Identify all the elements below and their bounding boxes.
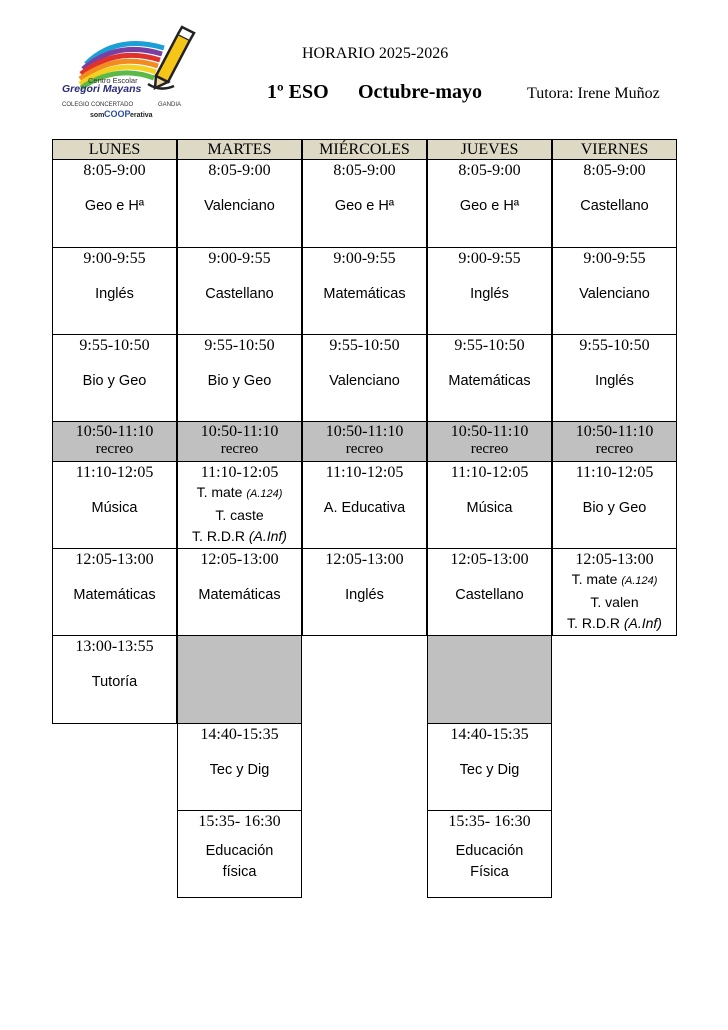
subject-label: Matemáticas [73,587,156,603]
break-label: recreo [95,441,134,457]
logo-line3b: GANDIA [158,102,182,108]
room-label: (A.124) [621,575,658,587]
schedule-cell [427,461,552,549]
time-label: 15:35- 16:30 [448,813,531,830]
schedule-cell [177,723,302,811]
time-label: 14:40-15:35 [200,726,279,743]
subject-label: Matemáticas [448,373,531,389]
subject-label: Castellano [580,198,649,214]
subject-label: A. Educativa [323,500,406,516]
schedule-cell [177,334,302,422]
subject-multi [553,569,676,634]
school-logo [56,24,196,122]
schedule-cell [552,461,677,549]
subject-label: Geo e Hª [459,198,520,214]
schedule-cell [52,461,177,549]
break-cell [302,421,427,462]
break-label: recreo [470,441,509,457]
schedule-cell [427,810,552,898]
day-header-miercoles: MIÉRCOLES [302,139,427,160]
subject-line: T. mate [196,484,243,500]
time-label: 12:05-13:00 [575,551,654,568]
time-label: 12:05-13:00 [450,551,529,568]
break-label: recreo [345,441,384,457]
time-label: 9:00-9:55 [458,250,521,267]
logo-line1: Centro Escolar [88,76,138,85]
schedule-cell [177,159,302,248]
subject-label: Valenciano [579,286,650,302]
subject-label: Castellano [455,587,524,603]
schedule-cell [427,723,552,811]
subject-label: Inglés [345,587,384,603]
time-label: 13:00-13:55 [75,638,154,655]
room-label: (A.124) [246,488,283,500]
subject-label: Bio y Geo [207,373,272,389]
time-label: 9:55-10:50 [454,337,525,354]
schedule-cell [552,334,677,422]
schedule-cell [552,548,677,636]
time-label: 15:35- 16:30 [198,813,281,830]
empty-cell [177,635,302,724]
day-header-jueves: JUEVES [427,139,552,160]
subject-line: T. R.D.R [192,528,245,544]
time-label: 8:05-9:00 [333,162,396,179]
time-label: 12:05-13:00 [200,551,279,568]
schedule-cell [52,247,177,335]
schedule-cell [52,334,177,422]
schedule-cell [177,247,302,335]
subject-label: Educación Física [455,843,524,880]
tutor-label: Tutora: Irene Muñoz [527,85,660,102]
subject-label: Castellano [205,286,274,302]
time-label: 9:00-9:55 [83,250,146,267]
subject-label: Valenciano [204,198,275,214]
time-label: 9:00-9:55 [583,250,646,267]
schedule-cell [552,159,677,248]
day-header-lunes: LUNES [52,139,177,160]
time-label: 8:05-9:00 [458,162,521,179]
time-label: 9:55-10:50 [79,337,150,354]
time-label: 11:10-12:05 [200,464,279,481]
time-label: 8:05-9:00 [208,162,271,179]
subject-line: T. caste [215,507,264,523]
subject-label: Música [466,500,513,516]
schedule-cell [552,247,677,335]
subject-label: Inglés [470,286,509,302]
break-cell [427,421,552,462]
schedule-cell [302,159,427,248]
time-label: 9:55-10:50 [579,337,650,354]
logo-line4b: COOP [104,109,131,119]
schedule-cell [302,334,427,422]
logo-line4c: erativa [130,112,153,119]
subject-label: Tec y Dig [209,762,270,778]
time-label: 10:50-11:10 [575,423,654,440]
time-label: 11:10-12:05 [575,464,654,481]
schedule-cell [302,461,427,549]
time-label: 8:05-9:00 [583,162,646,179]
subject-line: T. valen [590,594,639,610]
subject-label: Matemáticas [323,286,406,302]
time-label: 9:55-10:50 [329,337,400,354]
logo-line3a: COLEGIO CONCERTADO [62,102,134,108]
schedule-cell [427,548,552,636]
schedule-cell [52,635,177,724]
subject-label: Inglés [95,286,134,302]
time-label: 10:50-11:10 [325,423,404,440]
day-header-martes: MARTES [177,139,302,160]
break-label: recreo [220,441,259,457]
empty-cell [427,635,552,724]
time-label: 12:05-13:00 [75,551,154,568]
subject-label: Geo e Hª [84,198,145,214]
schedule-cell [427,159,552,248]
time-label: 9:00-9:55 [208,250,271,267]
schedule-cell [302,548,427,636]
subject-label: Bio y Geo [582,500,647,516]
subject-label: Valenciano [329,373,400,389]
time-label: 14:40-15:35 [450,726,529,743]
schedule-cell [177,461,302,549]
time-label: 9:55-10:50 [204,337,275,354]
schedule-cell [52,548,177,636]
break-cell [177,421,302,462]
subject-label: Tutoría [91,674,138,690]
subject-line: T. R.D.R [567,615,620,631]
subject-label: Música [91,500,138,516]
subject-label: Educación física [205,843,274,880]
logo-line4a: som [90,112,105,119]
break-cell [52,421,177,462]
break-label: recreo [595,441,634,457]
period-label: Octubre-mayo [358,81,483,103]
time-label: 8:05-9:00 [83,162,146,179]
time-label: 10:50-11:10 [75,423,154,440]
schedule-title: HORARIO 2025-2026 [302,45,449,62]
subject-multi [178,482,301,547]
time-label: 9:00-9:55 [333,250,396,267]
day-header-viernes: VIERNES [552,139,677,160]
time-label: 10:50-11:10 [200,423,279,440]
schedule-cell [427,247,552,335]
schedule-cell [177,548,302,636]
logo-line2: Gregori Mayans [62,83,142,95]
room-label: (A.Inf) [623,615,662,631]
subject-label: Tec y Dig [459,762,520,778]
subject-label: Inglés [595,373,634,389]
subject-line: T. mate [571,571,618,587]
schedule-cell [302,247,427,335]
course-label: 1º ESO [267,81,329,103]
schedule-cell [427,334,552,422]
subject-label: Bio y Geo [82,373,147,389]
schedule-cell [177,810,302,898]
room-label: (A.Inf) [248,528,287,544]
schedule-cell [52,159,177,248]
time-label: 12:05-13:00 [325,551,404,568]
subject-label: Matemáticas [198,587,281,603]
time-label: 11:10-12:05 [450,464,529,481]
break-cell [552,421,677,462]
time-label: 11:10-12:05 [75,464,154,481]
time-label: 10:50-11:10 [450,423,529,440]
subject-label: Geo e Hª [334,198,395,214]
time-label: 11:10-12:05 [325,464,404,481]
